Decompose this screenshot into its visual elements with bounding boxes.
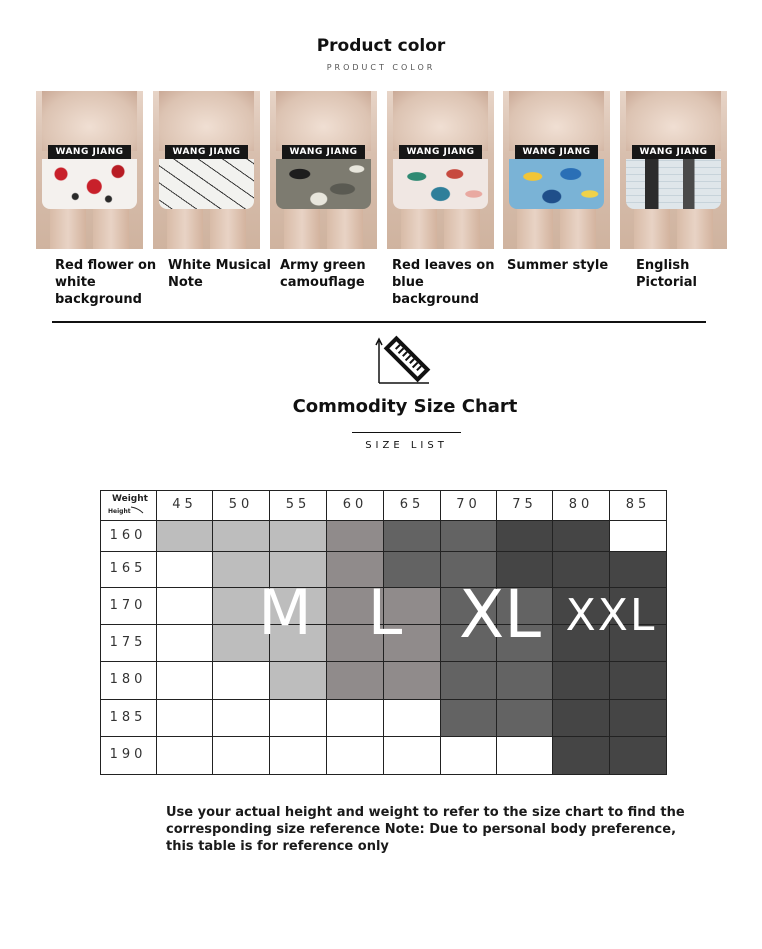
waistband-brand: WANG JIANG: [165, 145, 248, 159]
size-cell-xxl: [610, 552, 667, 588]
height-header-label: 170: [109, 597, 147, 613]
size-cell-xl: [441, 662, 497, 700]
size-cell-none: [157, 662, 213, 700]
product-photo: [620, 91, 727, 249]
height-header-label: 190: [109, 747, 147, 762]
model-torso: [42, 91, 137, 151]
height-header-label: 160: [109, 527, 147, 543]
product-photo: [153, 91, 260, 249]
section-divider: [52, 321, 706, 323]
weight-header-label: 65: [399, 497, 425, 512]
product-photo: [503, 91, 610, 249]
height-header-cell: [100, 662, 157, 700]
size-cell-none: [157, 737, 213, 775]
size-cell-none: [270, 737, 327, 775]
weight-header-cell: [270, 490, 327, 521]
weight-header-cell: [610, 490, 667, 521]
corner-height-label: Height: [108, 508, 131, 515]
size-cell-m: [270, 662, 327, 700]
grid-corner-cell: [100, 490, 157, 521]
weight-header-label: 60: [342, 497, 368, 512]
product-color-caption: Red flower on white background: [55, 258, 157, 307]
size-chart-subtitle: SIZE LIST: [365, 440, 448, 451]
model-torso: [393, 91, 488, 151]
weight-header-label: 80: [568, 497, 594, 512]
size-cell-xl: [441, 700, 497, 737]
weight-header-cell: [157, 490, 213, 521]
size-cell-xl: [384, 521, 441, 552]
product-color-subtitle: PRODUCT COLOR: [326, 63, 436, 72]
size-cell-none: [441, 737, 497, 775]
weight-header-cell: [441, 490, 497, 521]
size-cell-none: [213, 662, 270, 700]
waistband-brand: WANG JIANG: [48, 145, 131, 159]
model-leg: [517, 209, 553, 249]
underwear-pattern: [509, 159, 604, 209]
size-label-xl: XL: [459, 576, 541, 653]
product-color-caption: Summer style: [507, 258, 609, 273]
size-cell-l: [327, 521, 384, 552]
weight-header-cell: [497, 490, 553, 521]
product-color-caption: Army green camouflage: [280, 258, 366, 290]
model-leg: [93, 209, 129, 249]
underwear-pattern: [626, 159, 721, 209]
weight-header-label: 70: [456, 497, 481, 512]
height-header-cell: [100, 588, 157, 625]
model-torso: [159, 91, 254, 151]
height-header-label: 175: [109, 634, 147, 650]
size-label-m: M: [258, 576, 312, 649]
model-leg: [210, 209, 246, 249]
size-cell-xl: [441, 521, 497, 552]
size-label-l: L: [367, 576, 403, 649]
size-cell-m: [213, 521, 270, 552]
product-color-caption: Red leaves on blue background: [392, 258, 495, 307]
height-header-cell: [100, 625, 157, 662]
underwear-pattern: [393, 159, 488, 209]
size-cell-none: [327, 737, 384, 775]
size-cell-none: [384, 737, 441, 775]
product-color-caption: English Pictorial: [636, 258, 697, 290]
size-cell-l: [384, 662, 441, 700]
size-cell-xxl: [553, 662, 610, 700]
model-torso: [626, 91, 721, 151]
underwear-pattern: [276, 159, 371, 209]
size-cell-xl: [497, 662, 553, 700]
model-leg: [444, 209, 480, 249]
size-cell-xxl: [610, 737, 667, 775]
size-chart-title-rule: [352, 432, 461, 433]
height-header-label: 180: [109, 672, 147, 687]
size-cell-none: [384, 700, 441, 737]
size-cell-xxl: [553, 700, 610, 737]
waistband-brand: WANG JIANG: [632, 145, 715, 159]
waistband-brand: WANG JIANG: [282, 145, 365, 159]
height-header-cell: [100, 552, 157, 588]
model-leg: [401, 209, 437, 249]
size-cell-xxl: [553, 737, 610, 775]
product-color-title: Product color: [316, 36, 446, 56]
corner-diagonal-icon: [130, 506, 144, 514]
height-header-cell: [100, 737, 157, 775]
weight-header-cell: [553, 490, 610, 521]
size-cell-none: [157, 552, 213, 588]
size-cell-xl: [497, 700, 553, 737]
weight-header-cell: [384, 490, 441, 521]
model-leg: [50, 209, 86, 249]
size-cell-xxl: [610, 700, 667, 737]
size-cell-xxl: [553, 552, 610, 588]
ruler-icon: [375, 333, 435, 389]
product-photo: [387, 91, 494, 249]
underwear-pattern: [159, 159, 254, 209]
height-header-cell: [100, 700, 157, 737]
model-leg: [634, 209, 670, 249]
weight-header-label: 75: [512, 497, 537, 512]
size-cell-none: [157, 625, 213, 662]
weight-header-label: 55: [285, 497, 311, 512]
product-photo: [36, 91, 143, 249]
size-chart-title: Commodity Size Chart: [292, 396, 518, 417]
size-cell-none: [157, 588, 213, 625]
weight-header-label: 85: [625, 497, 651, 512]
model-torso: [509, 91, 604, 151]
model-leg: [560, 209, 596, 249]
size-cell-l: [327, 662, 384, 700]
weight-header-label: 50: [228, 497, 254, 512]
waistband-brand: WANG JIANG: [399, 145, 482, 159]
product-color-caption: White Musical Note: [168, 258, 271, 290]
size-cell-m: [157, 521, 213, 552]
size-cell-xxl: [553, 521, 610, 552]
height-header-label: 185: [109, 709, 147, 725]
product-photo: [270, 91, 377, 249]
height-header-label: 165: [109, 561, 147, 576]
size-cell-none: [497, 737, 553, 775]
size-label-xxl: XXL: [565, 590, 657, 641]
model-leg: [167, 209, 203, 249]
size-cell-xxl: [497, 521, 553, 552]
model-leg: [284, 209, 320, 249]
weight-header-cell: [327, 490, 384, 521]
size-cell-none: [157, 700, 213, 737]
size-cell-none: [270, 700, 327, 737]
height-header-cell: [100, 521, 157, 552]
size-cell-none: [327, 700, 384, 737]
model-leg: [677, 209, 713, 249]
size-grid: [100, 490, 667, 775]
size-cell-none: [213, 737, 270, 775]
size-cell-none: [213, 700, 270, 737]
corner-weight-label: Weight: [112, 494, 148, 504]
waistband-brand: WANG JIANG: [515, 145, 598, 159]
model-torso: [276, 91, 371, 151]
weight-header-label: 45: [172, 497, 197, 512]
size-cell-xxl: [610, 662, 667, 700]
size-note: Use your actual height and weight to refer to the size chart to find the corresponding size reference Note: Due to personal body preference, this table is for reference only: [166, 805, 685, 854]
model-leg: [327, 209, 363, 249]
size-cell-none: [610, 521, 667, 552]
weight-header-cell: [213, 490, 270, 521]
size-cell-m: [270, 521, 327, 552]
underwear-pattern: [42, 159, 137, 209]
